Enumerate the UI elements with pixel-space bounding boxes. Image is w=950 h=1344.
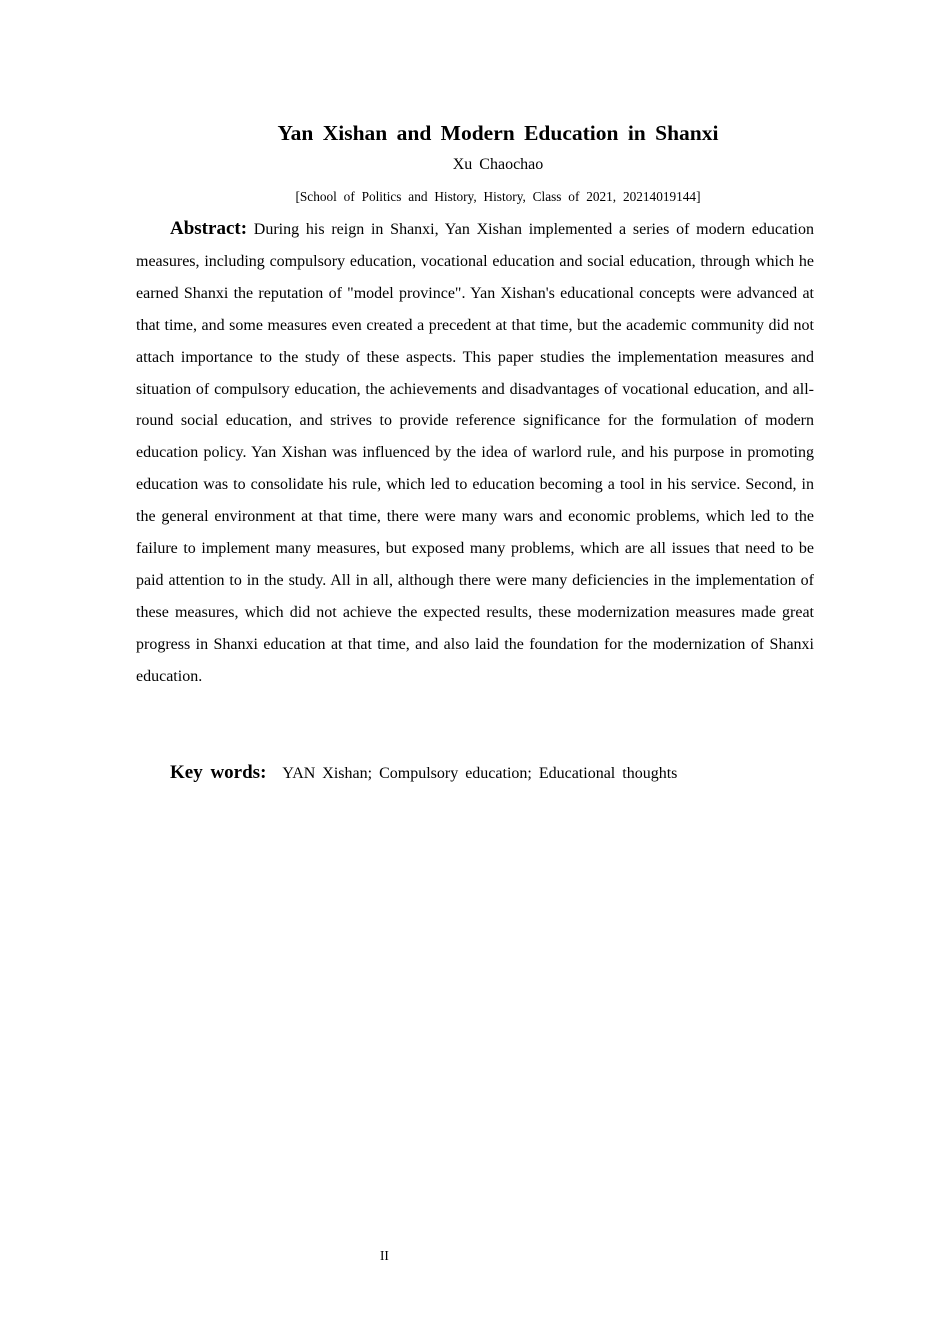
keywords-line [170,757,677,789]
keywords-label: Key words: [170,762,267,783]
author-affiliation: [School of Politics and History, History, Class of 2021, 20214019144] [295,189,701,204]
author-name: Xu Chaochao [452,156,544,173]
abstract-text: During his reign in Shanxi, Yan Xishan implemented a series of modern education measures, including compulsory education, vocational education and social education, through which he earned Shanxi the reputation of "model province". Yan Xishan's educational concepts were advanced at that time, and some measures even created a precedent at that time, but the academic community did not attach importance to the study of these aspects. This paper studies the implementation measures and situation of compulsory education, the achievements and disadvantages of vocational education, and all-round social education, and strives to provide reference significance for the formulation of modern education policy. Yan Xishan was influenced by the idea of warlord rule, and his purpose in promoting education was to consolidate his rule, which led to education becoming a tool in his service. Second, in the general environment at that time, there were many wars and economic problems, which led to the failure to implement many measures, but exposed many problems, which are all issues that need to be paid attention to in the study. All in all, although there were many deficiencies in the implementation of these measures, which did not achieve the expected results, these modernization measures made great progress in Shanxi education at that time, and also laid the foundation for the modernization of Shanxi education. [136,221,814,685]
paper-title: Yan Xishan and Modern Education in Shanxi [277,121,719,145]
abstract-paragraph [136,213,814,693]
page-number: II [380,1248,389,1263]
keywords-text: YAN Xishan; Compulsory education; Educational thoughts [282,765,678,782]
abstract-label: Abstract: [170,218,248,239]
